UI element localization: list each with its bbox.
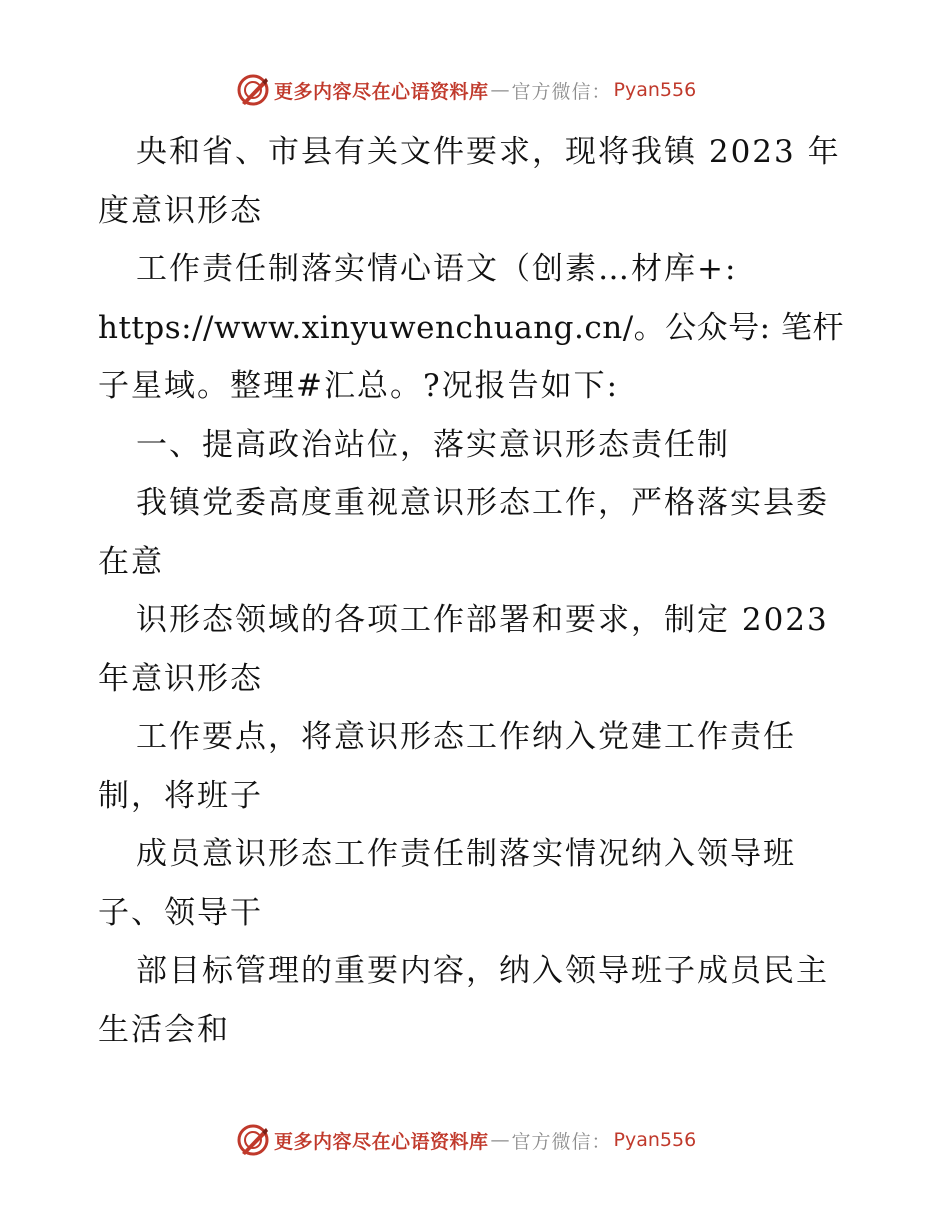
body-line: 工作责任制落实情心语文（创素…材库+: (136, 251, 738, 287)
header-wechat-label: 官方微信： (511, 80, 612, 103)
header-wechat-id: Pyan556 (613, 79, 697, 101)
body-line: 生活会和 (98, 1011, 230, 1048)
header-banner (236, 73, 696, 107)
body-line: 制，将班子 (98, 777, 263, 814)
body-line: 子、领导干 (98, 894, 263, 931)
footer-wechat-id: Pyan556 (613, 1129, 697, 1151)
body-line: 我镇党委高度重视意识形态工作，严格落实县委 (136, 485, 829, 521)
body-line: 在意 (98, 543, 164, 580)
footer-wechat-label: 官方微信： (511, 1130, 612, 1153)
document-body (98, 123, 858, 1059)
pen-logo-icon (236, 73, 270, 107)
body-line: 部目标管理的重要内容，纳入领导班子成员民主 (136, 953, 829, 989)
body-line: 年意识形态 (98, 660, 263, 697)
footer-site-text: 更多内容尽在心语资料库 (274, 1130, 489, 1153)
pen-logo-icon (236, 1123, 270, 1157)
body-line: 成员意识形态工作责任制落实情况纳入领导班 (136, 836, 796, 872)
header-site-text: 更多内容尽在心语资料库 (274, 80, 489, 103)
body-line: 识形态领域的各项工作部署和要求，制定 2023 (136, 602, 829, 638)
header-dash: — (490, 79, 510, 101)
body-line: 工作要点，将意识形态工作纳入党建工作责任 (136, 719, 796, 755)
body-line: 度意识形态 (98, 192, 263, 229)
body-line: 央和省、市县有关文件要求，现将我镇 2023 年 (136, 134, 841, 170)
section-heading: 一、提高政治站位，落实意识形态责任制 (136, 426, 730, 463)
body-line-url: https://www.xinyuwenchuang.cn/。公众号: 笔杆 (98, 309, 844, 346)
body-line: 子星域。整理#汇总。?况报告如下: (98, 368, 620, 404)
footer-dash: — (490, 1129, 510, 1151)
footer-banner (236, 1123, 696, 1157)
